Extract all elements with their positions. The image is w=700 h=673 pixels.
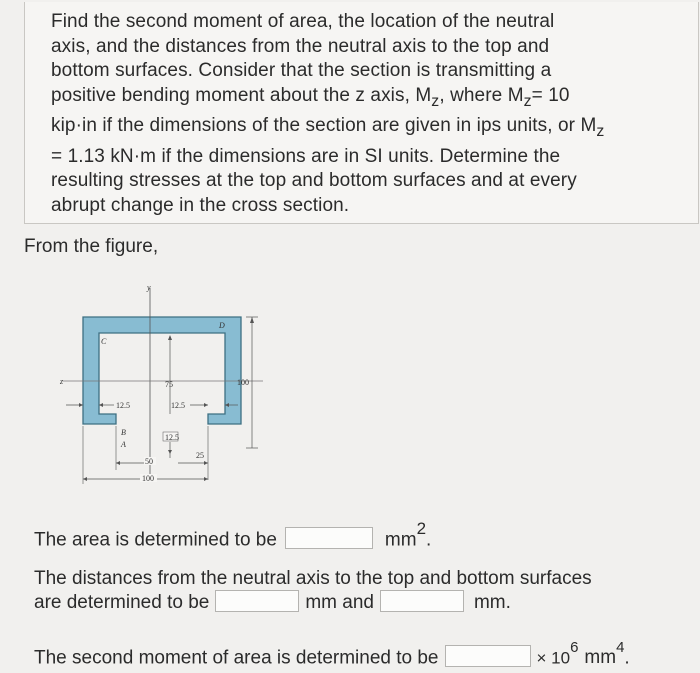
label-C: C: [101, 337, 107, 346]
cross-section-figure: [58, 280, 263, 495]
problem-line-8: abrupt change in the cross section.: [51, 194, 350, 216]
label-D: D: [219, 321, 225, 330]
label-A: A: [121, 440, 126, 449]
second-moment-input[interactable]: [445, 645, 531, 667]
cross-section-shape: [83, 317, 241, 424]
area-answer-input[interactable]: [285, 527, 373, 549]
dim-100-bottom: 100: [142, 474, 154, 483]
dim-100-right: 100: [237, 378, 249, 387]
problem-line-7: resulting stresses at the top and bottom surfaces and at every: [51, 170, 577, 192]
dim-12-5-left: 12.5: [116, 401, 130, 410]
dim-12-5-bottom: 12.5: [165, 433, 179, 442]
moment-line: The second moment of area is determined to be × $10^6$ $mm^4$.: [34, 639, 630, 669]
label-z: z: [60, 377, 64, 386]
dim-50: 50: [145, 457, 153, 466]
problem-line-5: kip·in if the dimensions of the section are given in ips units, or $M_z$: [51, 115, 605, 140]
label-y: y: [147, 283, 151, 292]
problem-line-4: positive bending moment about the z axis, $M_z$, where $M_z= 10$: [51, 84, 570, 110]
from-figure-label: From the figure,: [24, 236, 159, 257]
problem-line-1: Find the second moment of area, the location of the neutral: [51, 11, 555, 32]
problem-line-2: axis, and the distances from the neutral axis to the top and: [51, 35, 550, 57]
problem-statement: [51, 10, 691, 218]
dim-75: 75: [165, 380, 173, 389]
problem-line-6: = 1.13 kN·m if the dimensions are in SI units. Determine the: [51, 145, 561, 167]
bottom-distance-input[interactable]: [380, 590, 464, 612]
problem-statement-box: [24, 2, 699, 224]
dim-25: 25: [196, 451, 204, 460]
distances-line-1: The distances from the neutral axis to the top and bottom surfaces: [34, 568, 592, 589]
area-line: The area is determined to be $mm^2$.: [34, 519, 432, 551]
label-B: B: [121, 428, 126, 437]
distances-line-2: are determined to be mm and mm.: [34, 592, 511, 614]
top-distance-input[interactable]: [215, 590, 299, 612]
dim-12-5-right: 12.5: [171, 401, 185, 410]
problem-line-3: bottom surfaces. Consider that the section is transmitting a: [51, 60, 552, 82]
